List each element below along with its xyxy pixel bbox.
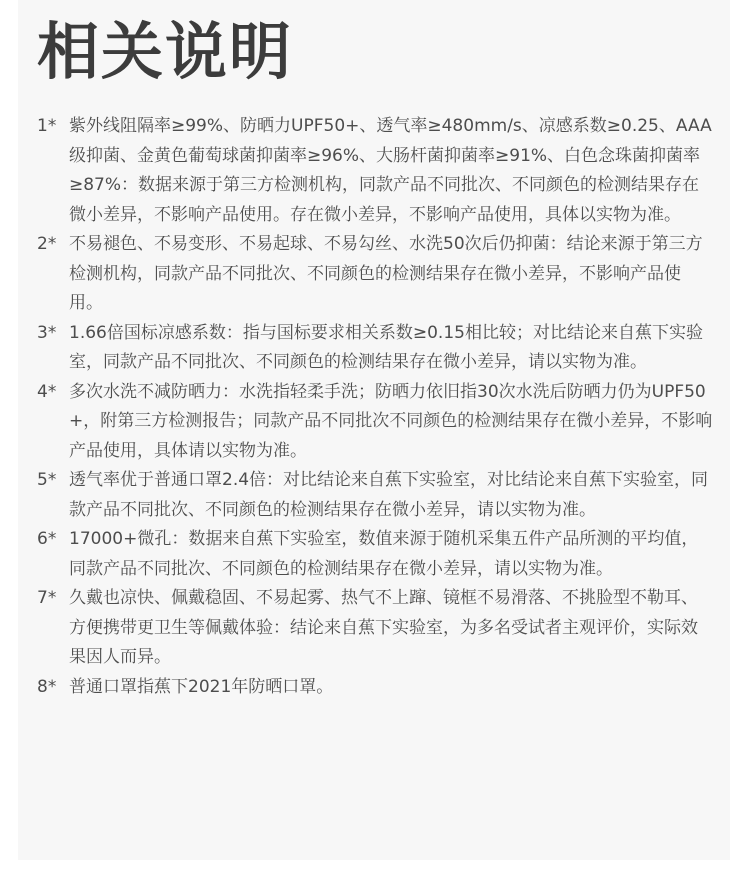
note-item-8 [37,673,713,703]
note-item-7 [37,584,713,673]
note-item-6 [37,525,713,584]
note-item-2 [37,230,713,319]
note-number: 7* [37,588,57,608]
note-number: 6* [37,529,57,549]
note-text: 不易褪色、不易变形、不易起球、不易勾丝、水洗50次后仍抑菌：结论来源于第三方检测机构，同款产品不同批次、不同颜色的检测结果存在微小差异，不影响产品使用。 [69,234,703,313]
note-text: 久戴也凉快、佩戴稳固、不易起雾、热气不上蹿、镜框不易滑落、不挑脸型不勒耳、方便携带更卫生等佩戴体验：结论来自蕉下实验室，为多名受试者主观评价，实际效果因人而异。 [69,588,698,667]
note-number: 8* [37,676,57,697]
note-item-1 [37,112,713,230]
page-title: 相关说明 [37,15,294,88]
notes-list [37,112,713,702]
note-item-4 [37,378,713,467]
note-number: 2* [37,234,57,254]
note-number: 5* [37,470,57,490]
note-item-3 [37,319,713,378]
note-number: 4* [37,381,57,402]
note-text: 透气率优于普通口罩2.4倍：对比结论来自蕉下实验室，对比结论来自蕉下实验室，同款产品不同批次、不同颜色的检测结果存在微小差异，请以实物为准。 [69,470,709,520]
note-text: 1.66倍国标凉感系数：指与国标要求相关系数≥0.15相比较；对比结论来自蕉下实验室，同款产品不同批次、不同颜色的检测结果存在微小差异，请以实物为准。 [69,322,703,372]
note-text: 普通口罩指蕉下2021年防晒口罩。 [69,676,334,697]
note-item-5 [37,466,713,525]
note-text: 17000+微孔：数据来自蕉下实验室，数值来源于随机采集五件产品所测的平均值，同款产品不同批次、不同颜色的检测结果存在微小差异，请以实物为准。 [69,529,699,579]
note-text: 多次水洗不减防晒力：水洗指轻柔手洗；防晒力依旧指30次水洗后防晒力仍为UPF50+，附第三方检测报告；同款产品不同批次不同颜色的检测结果存在微小差异，不影响产品使用，具体请以实物为准。 [69,381,713,461]
note-number: 3* [37,322,57,343]
note-text: 紫外线阻隔率≥99%、防晒力UPF50+、透气率≥480mm/s、凉感系数≥0.25、AAA级抑菌、金黄色葡萄球菌抑菌率≥96%、大肠杆菌抑菌率≥91%、白色念珠菌抑菌率≥87%：数据来源于第三方检测机构，同款产品不同批次、不同颜色的检测结果存在微小差异，不影响产品使用。存在微小差异，不影响产品使用，具体以实物为准。 [69,116,712,225]
note-number: 1* [37,116,57,136]
